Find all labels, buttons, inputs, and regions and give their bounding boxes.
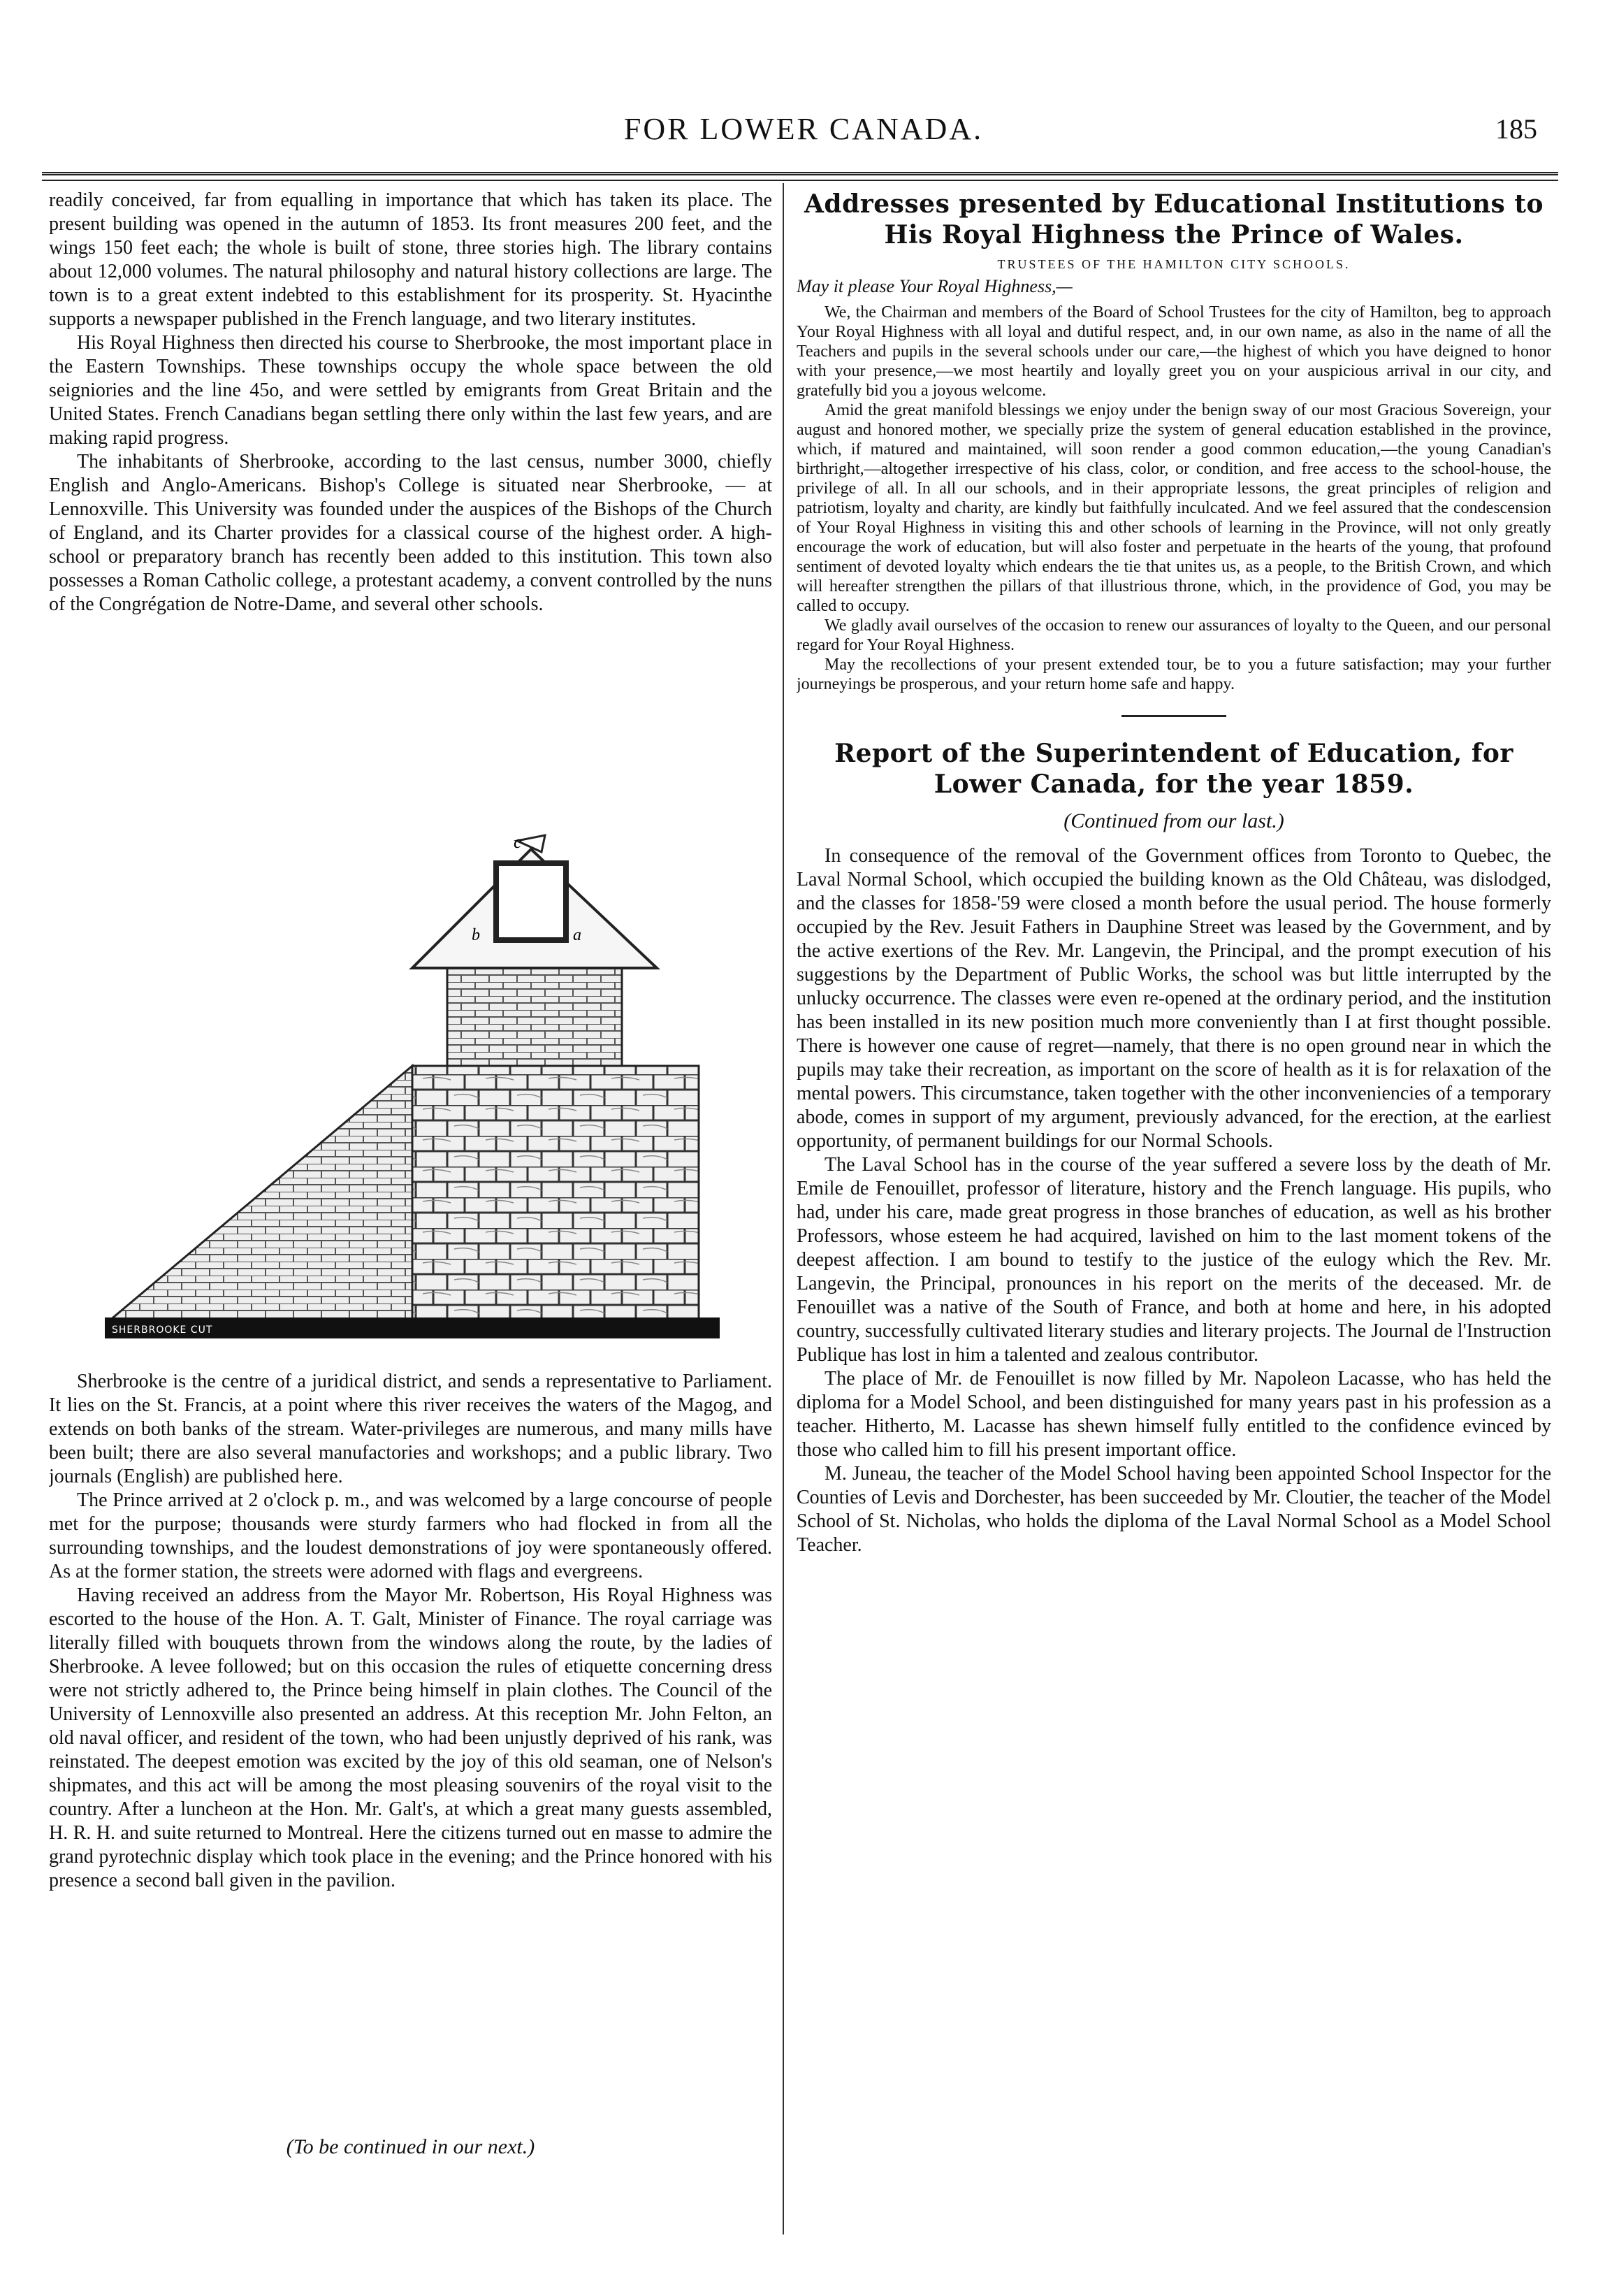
paragraph: M. Juneau, the teacher of the Model School having been appointed School Inspector for the Counties of Levis and Dorchester, has been succeeded by Mr. Cloutier, the teacher of the Model School of St. Nicholas, who holds the diploma of the Laval Normal School as a Model School Teacher. xyxy=(797,1463,1551,1556)
paragraph: May the recollections of your present extended tour, be to you a future satisfaction; may your further journeyings be prosperous, and your return home safe and happy. xyxy=(797,656,1551,693)
paragraph: We, the Chairman and members of the Board of School Trustees for the city of Hamilton, beg to approach Your Royal Highness with all loyal and dutiful respect, and, in our own name, as also in the name of all the Teachers and pupils in the several schools under our care,—the highest of which you have deigned to honor with your presence,—we most heartily and loyally greet you on your auspicious arrival in our city, and gratefully bid you a joyous welcome. xyxy=(797,303,1551,400)
right-column xyxy=(797,189,1551,2244)
salutation: May it please Your Royal Highness,— xyxy=(797,276,1073,296)
section-divider xyxy=(1121,715,1226,717)
header-rule xyxy=(42,172,1558,181)
address-subheading: TRUSTEES OF THE HAMILTON CITY SCHOOLS. xyxy=(997,257,1351,271)
paragraph: readily conceived, far from equalling in importance that which has taken its place. The present building was opened in the autumn of 1853. Its front measures 200 feet, and the wings 150 feet each; the whole is built of stone, three stories high. The library contains about 12,000 volumes. The natural philosophy and natural history collections are large. The town is to a great extent indebted to this establishment for its prosperity. St. Hyacinthe supports a newspaper published in the French language, and two literary institutes. xyxy=(49,189,772,330)
address-heading: Addresses presented by Educational Institutions to His Royal Highness the Prince of Wales. xyxy=(804,189,1544,250)
figure-label-c: c xyxy=(514,832,522,852)
paragraph: Amid the great manifold blessings we enjoy under the benign sway of our most Gracious Sovereign, your august and honored mother, we specially prize the system of general education established in the province, which, if matured and maintained, will soon render a good common education,—the young Canadian's birthright,—altogether irrespective of his class, color, or condition, and free access to the school-house, the privilege of all. In all our schools, and in their appropriate lessons, the great principles of religion and patriotism, loyalty and charity, are kindly but faithfully inculcated. And we feel assured that the condescension of Your Royal Highness in visiting this and other schools of learning in the Province, will not only greatly encourage the work of education, but will also foster and perpetuate in the hearts of the young, that profound sentiment of devoted loyalty which endears the tie that unites us, as a people, to the British Crown, and which will hereafter strengthen the pillars of that illustrious throne, which, in the providence of God, you may be called to occupy. xyxy=(797,401,1551,615)
figure-caption: SHERBROOKE CUT xyxy=(112,1324,213,1336)
page-number: 185 xyxy=(1495,113,1537,145)
figure-label-a: a xyxy=(573,926,581,944)
figure-label-b: b xyxy=(472,926,480,944)
report-heading: Report of the Superintendent of Education, for Lower Canada, for the year 1859. xyxy=(834,739,1513,799)
paragraph: His Royal Highness then directed his course to Sherbrooke, the most important place in the Eastern Townships. These townships occupy the whole space between the old seigniories and the line 45o, and were settled by emigrants from Great Britain and the United States. French Canadians began settling there only within the last few years, and are making rapid progress. xyxy=(49,332,772,449)
page-title: FOR LOWER CANADA. xyxy=(623,112,984,146)
address-body xyxy=(797,303,1551,694)
column-divider xyxy=(783,183,784,2234)
monument-illustration xyxy=(105,828,720,1345)
report-continued: (Continued from our last.) xyxy=(1063,809,1284,832)
monument-engraving xyxy=(105,828,720,1345)
left-column-top xyxy=(49,189,772,818)
left-column-bottom xyxy=(49,1370,772,2132)
paragraph: Sherbrooke is the centre of a juridical district, and sends a representative to Parliament. It lies on the St. Francis, at a point where this river receives the waters of the Magog, and extends on both banks of the stream. Water-privileges are numerous, and many mills have been built; there are also several manufactories and workshops; and a public library. Two journals (English) are published here. xyxy=(49,1371,772,1487)
paragraph: We gladly avail ourselves of the occasion to renew our assurances of loyalty to the Queen, and our personal regard for Your Royal Highness. xyxy=(797,616,1551,654)
paragraph: The place of Mr. de Fenouillet is now filled by Mr. Napoleon Lacasse, who has held the diploma for a Model School, and been distinguished for many years past in his profession as a teacher. Hitherto, M. Lacasse has shewn himself fully entitled to the confidence evinced by those who called him to fill his present important office. xyxy=(797,1368,1551,1461)
continued-note: (To be continued in our next.) xyxy=(286,2135,535,2158)
paragraph: The Laval School has in the course of the year suffered a severe loss by the death of Mr. Emile de Fenouillet, professor of literature, history and the French language. His pupils, who had, under his care, made great progress in those branches of education, as well as his brother Professors, whose esteem he had acquired, lavished on him to the last moment tokens of the deepest affection. I am bound to testify to the justice of the eulogy which the Rev. Mr. Langevin, the Principal, pronounces in his report on the merits of the deceased. Mr. de Fenouillet was a native of the South of France, and both at home and here, in his adopted country, successfully cultivated literary studies and literary projects. The Journal de l'Instruction Publique has lost in him a talented and zealous contributor. xyxy=(797,1154,1551,1366)
paragraph: Having received an address from the Mayor Mr. Robertson, His Royal Highness was escorted to the house of the Hon. A. T. Galt, Minister of Finance. The royal carriage was literally filled with bouquets thrown from the windows along the route, by the ladies of Sherbrooke. A levee followed; but on this occasion the rules of etiquette concerning dress were not strictly adhered to, the Prince being himself in plain clothes. The Council of the University of Lennoxville also presented an address. At this reception Mr. John Felton, an old naval officer, and resident of the town, who had been unjustly deprived of his rank, was reinstated. The deepest emotion was excited by the joy of this old seaman, one of Nelson's shipmates, and this act will be among the most pleasing souvenirs of the royal visit to the country. After a luncheon at the Hon. Mr. Galt's, at which a great many guests assembled, H. R. H. and suite returned to Montreal. Here the citizens turned out en masse to admire the grand pyrotechnic display which took place in the evening; and the Prince honored with his presence a second ball given in the pavilion. xyxy=(49,1584,772,1891)
paragraph: The Prince arrived at 2 o'clock p. m., and was welcomed by a large concourse of people met for the purpose; thousands were sturdy farmers who had flocked in from all the surrounding townships, and the loudest demonstrations of joy were spontaneously offered. As at the former station, the streets were adorned with flags and evergreens. xyxy=(49,1489,772,1582)
running-header xyxy=(42,105,1565,154)
paragraph: In consequence of the removal of the Government offices from Toronto to Quebec, the Laval Normal School, which occupied the building known as the Old Château, was dislodged, and the classes for 1858-'59 were closed a month before the usual period. The house formerly occupied by the Rev. Jesuit Fathers in Dauphine Street was leased by the Government, and by the active exertions of the Rev. Mr. Langevin, the Principal, and the prompt execution of his suggestions by the Department of Public Works, the school was but little interrupted by the unlucky occurrence. The classes were even re-opened at the ordinary period, and the institution has been installed in its new position much more conveniently than I at first thought possible. There is however one cause of regret—namely, that there is no open ground near in which the pupils may take their recreation, as important on the score of health as it is for relaxation of the mental powers. This circumstance, taken together with the other inconveniencies of a temporary abode, comes in support of my argument, previously advanced, for the erection, at the earliest opportunity, of permanent buildings for our Normal Schools. xyxy=(797,845,1551,1152)
paragraph: The inhabitants of Sherbrooke, according to the last census, number 3000, chiefly English and Anglo-Americans. Bishop's College is situated near Sherbrooke, — at Lennoxville. This University was founded under the auspices of the Bishops of the Church of England, and its Charter provides for a classical course of the highest order. A high-school or preparatory branch has recently been added to this institution. This town also possesses a Roman Catholic college, a protestant academy, a convent controlled by the nuns of the Congrégation de Notre-Dame, and several other schools. xyxy=(49,451,772,615)
